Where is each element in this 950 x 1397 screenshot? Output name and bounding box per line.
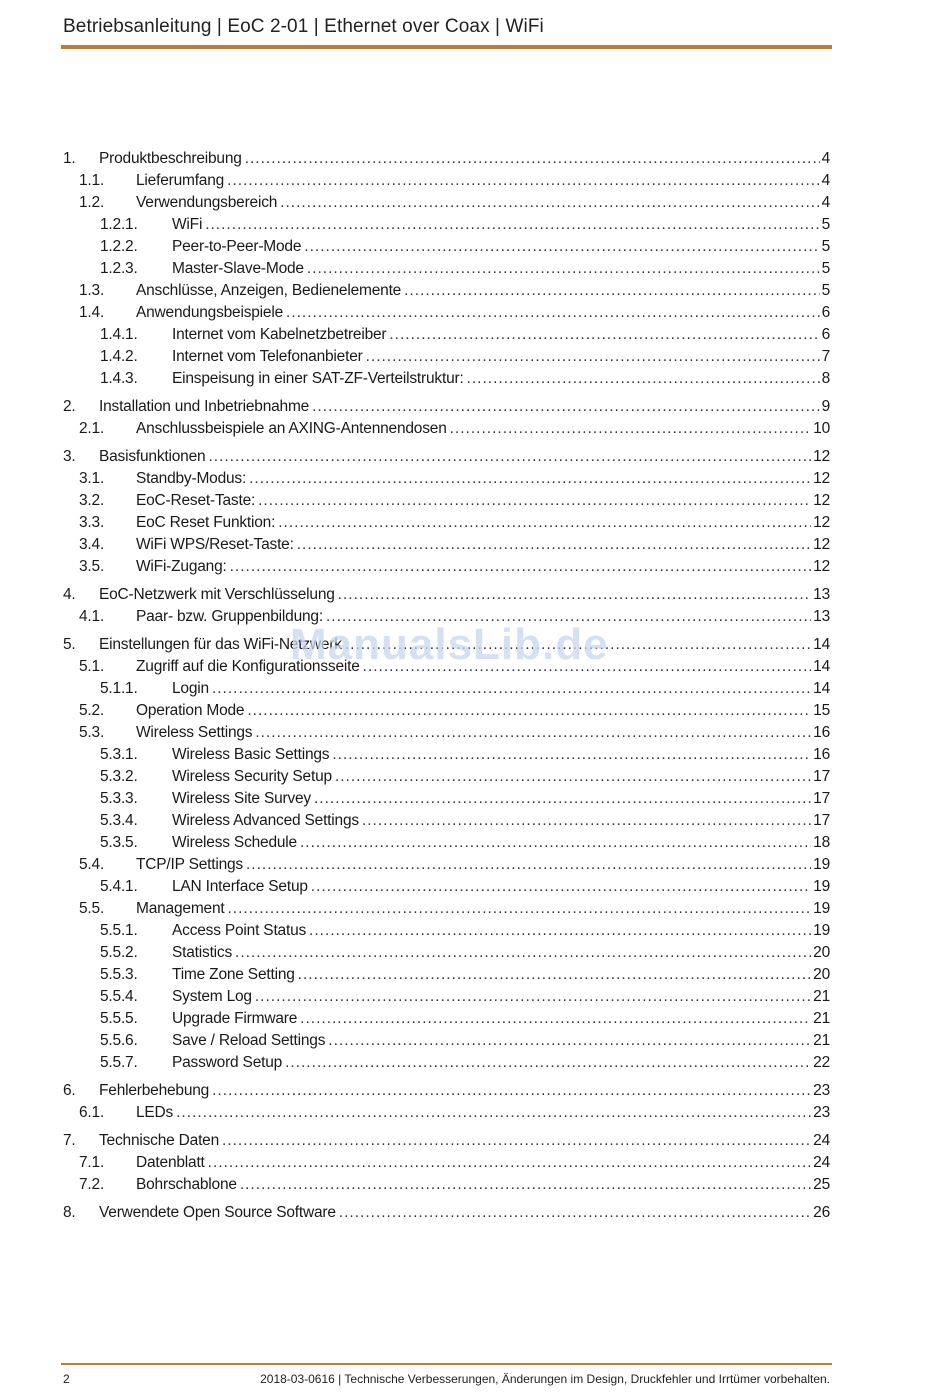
toc-entry-page: 4: [821, 172, 830, 189]
toc-entry-page: 20: [813, 966, 830, 983]
toc-dot-leader: [332, 744, 811, 766]
toc-entry-number: 5.4.1.: [100, 878, 138, 895]
toc-entry[interactable]: [63, 490, 830, 512]
toc-entry-number: 5.3.2.: [100, 768, 138, 785]
toc-entry-page: 17: [813, 812, 830, 829]
toc-entry-page: 6: [821, 326, 830, 343]
toc-entry[interactable]: [63, 1202, 830, 1224]
toc-entry-page: 13: [813, 586, 830, 603]
toc-entry[interactable]: [63, 1030, 830, 1052]
toc-entry-number: 5.: [63, 636, 76, 653]
toc-entry-page: 5: [821, 238, 830, 255]
toc-entry-title: Lieferumfang: [136, 172, 225, 189]
toc-dot-leader: [309, 920, 811, 942]
toc-entry-number: 5.5.4.: [100, 988, 138, 1005]
toc-entry-title: Paar- bzw. Gruppenbildung:: [136, 608, 323, 625]
toc-entry[interactable]: [63, 942, 830, 964]
toc-dot-leader: [249, 468, 811, 490]
toc-entry-number: 7.2.: [79, 1176, 105, 1193]
toc-entry-number: 5.5.: [79, 900, 105, 917]
toc-entry-page: 21: [813, 1010, 830, 1027]
toc-entry-title: Datenblatt: [136, 1154, 205, 1171]
toc-entry-title: Access Point Status: [172, 922, 307, 939]
toc-entry-number: 5.5.7.: [100, 1054, 138, 1071]
toc-entry-title: Internet vom Telefonanbieter: [172, 348, 363, 365]
toc-entry[interactable]: [63, 1008, 830, 1030]
toc-entry-title: Management: [136, 900, 225, 917]
toc-entry[interactable]: [63, 1174, 830, 1196]
toc-entry-page: 19: [813, 922, 830, 939]
toc-dot-leader: [311, 876, 811, 898]
toc-entry-title: Wireless Site Survey: [172, 790, 311, 807]
toc-entry[interactable]: [63, 1080, 830, 1102]
toc-entry-title: Basisfunktionen: [99, 448, 206, 465]
toc-entry-number: 1.4.: [79, 304, 105, 321]
toc-entry-number: 5.5.6.: [100, 1032, 138, 1049]
toc-dot-leader: [245, 148, 820, 170]
toc-entry-number: 4.: [63, 586, 76, 603]
toc-entry[interactable]: [63, 192, 830, 214]
toc-entry-page: 5: [821, 260, 830, 277]
footer-divider: [61, 1363, 832, 1365]
toc-dot-leader: [298, 964, 811, 986]
toc-entry[interactable]: [63, 324, 830, 346]
toc-entry-title: Zugriff auf die Konfigurationsseite: [136, 658, 360, 675]
toc-entry[interactable]: [63, 556, 830, 578]
toc-entry-number: 5.3.: [79, 724, 105, 741]
toc-entry[interactable]: [63, 280, 830, 302]
toc-entry[interactable]: [63, 148, 830, 170]
toc-entry-page: 21: [813, 1032, 830, 1049]
toc-entry[interactable]: [63, 468, 830, 490]
toc-entry-number: 5.5.1.: [100, 922, 138, 939]
toc-entry-number: 3.2.: [79, 492, 105, 509]
toc-entry-page: 12: [813, 558, 830, 575]
toc-dot-leader: [404, 280, 819, 302]
toc-entry-number: 1.4.1.: [100, 326, 138, 343]
toc-entry-title: EoC-Netzwerk mit Verschlüsselung: [99, 586, 335, 603]
toc-entry-page: 7: [821, 348, 830, 365]
toc-entry-page: 14: [813, 680, 830, 697]
toc-dot-leader: [235, 942, 811, 964]
toc-entry-title: Wireless Settings: [136, 724, 253, 741]
toc-entry[interactable]: [63, 1130, 830, 1152]
toc-entry-title: Statistics: [172, 944, 233, 961]
toc-entry-page: 12: [813, 448, 830, 465]
toc-entry[interactable]: [63, 854, 830, 876]
toc-dot-leader: [227, 170, 820, 192]
toc-entry-page: 25: [813, 1176, 830, 1193]
page-header-title: Betriebsanleitung | EoC 2-01 | Ethernet over Coax | WiFi: [63, 16, 544, 37]
toc-entry-title: Login: [172, 680, 209, 697]
toc-entry-page: 24: [813, 1154, 830, 1171]
toc-entry-page: 14: [813, 658, 830, 675]
toc-entry-title: Verwendete Open Source Software: [99, 1204, 336, 1221]
toc-entry-page: 16: [813, 724, 830, 741]
toc-entry-number: 5.4.: [79, 856, 105, 873]
toc-entry-number: 3.: [63, 448, 76, 465]
toc-entry-number: 5.1.1.: [100, 680, 138, 697]
toc-entry-page: 23: [813, 1082, 830, 1099]
toc-entry-page: 26: [813, 1204, 830, 1221]
toc-entry-title: Operation Mode: [136, 702, 245, 719]
toc-dot-leader: [300, 1008, 811, 1030]
toc-entry-page: 13: [813, 608, 830, 625]
toc-entry-number: 1.2.3.: [100, 260, 138, 277]
toc-entry-page: 6: [821, 304, 830, 321]
toc-entry-title: Standby-Modus:: [136, 470, 247, 487]
toc-entry-title: Technische Daten: [99, 1132, 220, 1149]
toc-entry-title: Einspeisung in einer SAT-ZF-Verteilstruktur:: [172, 370, 464, 387]
toc-entry[interactable]: [63, 584, 830, 606]
toc-dot-leader: [285, 1052, 811, 1074]
toc-entry-title: Wireless Basic Settings: [172, 746, 330, 763]
toc-entry-title: Installation und Inbetriebnahme: [99, 398, 310, 415]
toc-entry-title: Time Zone Setting: [172, 966, 295, 983]
toc-entry[interactable]: [63, 876, 830, 898]
toc-entry-title: Save / Reload Settings: [172, 1032, 326, 1049]
toc-entry-title: LEDs: [136, 1104, 174, 1121]
toc-dot-leader: [389, 324, 819, 346]
toc-entry-number: 5.1.: [79, 658, 105, 675]
toc-entry-number: 8.: [63, 1204, 76, 1221]
toc-entry-page: 12: [813, 470, 830, 487]
toc-entry-number: 1.2.: [79, 194, 105, 211]
toc-entry-page: 12: [813, 536, 830, 553]
toc-dot-leader: [205, 214, 819, 236]
toc-dot-leader: [255, 986, 811, 1008]
toc-entry-number: 3.4.: [79, 536, 105, 553]
toc-dot-leader: [314, 788, 811, 810]
toc-entry-number: 2.: [63, 398, 76, 415]
toc-entry[interactable]: [63, 170, 830, 192]
toc-entry-number: 7.1.: [79, 1154, 105, 1171]
toc-entry[interactable]: [63, 368, 830, 390]
toc-entry[interactable]: [63, 418, 830, 440]
toc-entry-title: Verwendungsbereich: [136, 194, 278, 211]
toc-entry-number: 5.3.5.: [100, 834, 138, 851]
toc-dot-leader: [240, 1174, 811, 1196]
toc-entry-title: Anschlüsse, Anzeigen, Bedienelemente: [136, 282, 402, 299]
toc-dot-leader: [450, 418, 812, 440]
toc-entry[interactable]: [63, 396, 830, 418]
toc-entry-page: 9: [821, 398, 830, 415]
toc-entry-number: 6.1.: [79, 1104, 105, 1121]
toc-dot-leader: [280, 192, 819, 214]
toc-entry-number: 3.5.: [79, 558, 105, 575]
toc-entry[interactable]: [63, 920, 830, 942]
footer-note: 2018-03-0616 | Technische Verbesserungen, Änderungen im Design, Druckfehler und Irrtümer vorbehalten.: [260, 1372, 830, 1386]
toc-dot-leader: [255, 722, 811, 744]
toc-entry[interactable]: [63, 446, 830, 468]
toc-entry-number: 1.2.2.: [100, 238, 138, 255]
toc-entry-title: Anwendungsbeispiele: [136, 304, 284, 321]
toc-dot-leader: [286, 302, 820, 324]
toc-entry[interactable]: [63, 788, 830, 810]
toc-entry-number: 1.: [63, 150, 76, 167]
toc-dot-leader: [246, 854, 811, 876]
toc-dot-leader: [312, 396, 819, 418]
toc-entry-title: System Log: [172, 988, 252, 1005]
toc-entry-title: EoC Reset Funktion:: [136, 514, 276, 531]
toc-entry[interactable]: [63, 898, 830, 920]
toc-entry-page: 17: [813, 790, 830, 807]
toc-entry-page: 12: [813, 492, 830, 509]
toc-entry-title: Internet vom Kabelnetzbetreiber: [172, 326, 387, 343]
toc-entry-page: 16: [813, 746, 830, 763]
toc-entry[interactable]: [63, 832, 830, 854]
toc-entry-page: 15: [813, 702, 830, 719]
toc-entry[interactable]: [63, 964, 830, 986]
toc-entry-number: 5.5.2.: [100, 944, 138, 961]
toc-entry[interactable]: [63, 236, 830, 258]
toc-dot-leader: [362, 810, 811, 832]
toc-entry-page: 17: [813, 768, 830, 785]
toc-entry-page: 5: [821, 216, 830, 233]
toc-entry-title: Upgrade Firmware: [172, 1010, 298, 1027]
toc-entry-page: 24: [813, 1132, 830, 1149]
toc-dot-leader: [300, 832, 811, 854]
toc-entry[interactable]: [63, 744, 830, 766]
toc-entry-number: 5.3.4.: [100, 812, 138, 829]
toc-dot-leader: [307, 258, 820, 280]
toc-entry-page: 14: [813, 636, 830, 653]
toc-entry-page: 23: [813, 1104, 830, 1121]
toc-dot-leader: [467, 368, 820, 390]
toc-entry-title: Wireless Security Setup: [172, 768, 332, 785]
toc-entry-title: Peer-to-Peer-Mode: [172, 238, 302, 255]
toc-dot-leader: [258, 490, 811, 512]
toc-entry-title: EoC-Reset-Taste:: [136, 492, 256, 509]
footer-page-number: 2: [63, 1372, 70, 1386]
toc-entry-number: 3.3.: [79, 514, 105, 531]
toc-entry-number: 1.1.: [79, 172, 105, 189]
toc-entry-page: 19: [813, 878, 830, 895]
toc-entry-page: 12: [813, 514, 830, 531]
toc-entry[interactable]: [63, 810, 830, 832]
toc-entry-title: WiFi-Zugang:: [136, 558, 227, 575]
toc-entry-title: Wireless Schedule: [172, 834, 297, 851]
toc-entry-title: Produktbeschreibung: [99, 150, 242, 167]
toc-entry-page: 19: [813, 856, 830, 873]
toc-dot-leader: [328, 1030, 811, 1052]
toc-dot-leader: [230, 556, 812, 578]
toc-entry-number: 4.1.: [79, 608, 105, 625]
toc-dot-leader: [304, 236, 819, 258]
toc-entry-title: Anschlussbeispiele an AXING-Antennendosen: [136, 420, 447, 437]
toc-entry-title: TCP/IP Settings: [136, 856, 243, 873]
toc-dot-leader: [176, 1102, 811, 1124]
toc-dot-leader: [208, 446, 811, 468]
table-of-contents: [63, 148, 830, 1224]
toc-entry[interactable]: [63, 258, 830, 280]
header-divider: [61, 45, 832, 49]
toc-entry-title: WiFi WPS/Reset-Taste:: [136, 536, 294, 553]
toc-entry-number: 1.2.1.: [100, 216, 138, 233]
toc-entry-number: 2.1.: [79, 420, 105, 437]
watermark: ManualsLib.de: [290, 620, 609, 669]
toc-entry[interactable]: [63, 302, 830, 324]
toc-entry[interactable]: [63, 700, 830, 722]
toc-entry-number: 5.3.3.: [100, 790, 138, 807]
toc-entry-number: 5.5.3.: [100, 966, 138, 983]
toc-entry-page: 5: [821, 282, 830, 299]
toc-entry[interactable]: [63, 986, 830, 1008]
toc-entry[interactable]: [63, 678, 830, 700]
toc-dot-leader: [222, 1130, 811, 1152]
toc-entry-title: Master-Slave-Mode: [172, 260, 304, 277]
toc-entry[interactable]: [63, 1152, 830, 1174]
toc-entry-number: 5.2.: [79, 702, 105, 719]
toc-entry[interactable]: [63, 766, 830, 788]
toc-dot-leader: [208, 1152, 811, 1174]
toc-entry[interactable]: [63, 346, 830, 368]
toc-entry-title: LAN Interface Setup: [172, 878, 308, 895]
toc-entry-title: Einstellungen für das WiFi-Netzwerk: [99, 636, 342, 653]
toc-dot-leader: [297, 534, 811, 556]
toc-entry-page: 22: [813, 1054, 830, 1071]
toc-entry-number: 1.4.3.: [100, 370, 138, 387]
toc-entry-page: 4: [821, 150, 830, 167]
toc-dot-leader: [212, 678, 811, 700]
toc-entry-title: Fehlerbehebung: [99, 1082, 210, 1099]
toc-entry-number: 1.4.2.: [100, 348, 138, 365]
toc-entry[interactable]: [63, 1102, 830, 1124]
toc-entry-page: 19: [813, 900, 830, 917]
toc-entry-page: 21: [813, 988, 830, 1005]
toc-entry[interactable]: [63, 1052, 830, 1074]
toc-dot-leader: [366, 346, 820, 368]
toc-dot-leader: [338, 584, 811, 606]
toc-entry-page: 10: [813, 420, 830, 437]
toc-entry[interactable]: [63, 214, 830, 236]
toc-entry-page: 20: [813, 944, 830, 961]
toc-entry-title: Password Setup: [172, 1054, 283, 1071]
toc-entry-title: WiFi: [172, 216, 203, 233]
toc-entry-page: 8: [821, 370, 830, 387]
toc-entry[interactable]: [63, 512, 830, 534]
toc-entry[interactable]: [63, 534, 830, 556]
toc-entry-number: 5.5.5.: [100, 1010, 138, 1027]
toc-entry-page: 4: [821, 194, 830, 211]
toc-dot-leader: [339, 1202, 811, 1224]
toc-dot-leader: [247, 700, 811, 722]
toc-entry-title: Bohrschablone: [136, 1176, 237, 1193]
toc-entry-number: 5.3.1.: [100, 746, 138, 763]
toc-dot-leader: [335, 766, 811, 788]
toc-entry[interactable]: [63, 722, 830, 744]
toc-entry-number: 7.: [63, 1132, 76, 1149]
toc-dot-leader: [212, 1080, 811, 1102]
toc-entry-title: Wireless Advanced Settings: [172, 812, 359, 829]
toc-entry-number: 1.3.: [79, 282, 105, 299]
toc-dot-leader: [227, 898, 811, 920]
toc-entry-page: 18: [813, 834, 830, 851]
toc-entry-number: 3.1.: [79, 470, 105, 487]
toc-entry-number: 6.: [63, 1082, 76, 1099]
toc-dot-leader: [278, 512, 811, 534]
